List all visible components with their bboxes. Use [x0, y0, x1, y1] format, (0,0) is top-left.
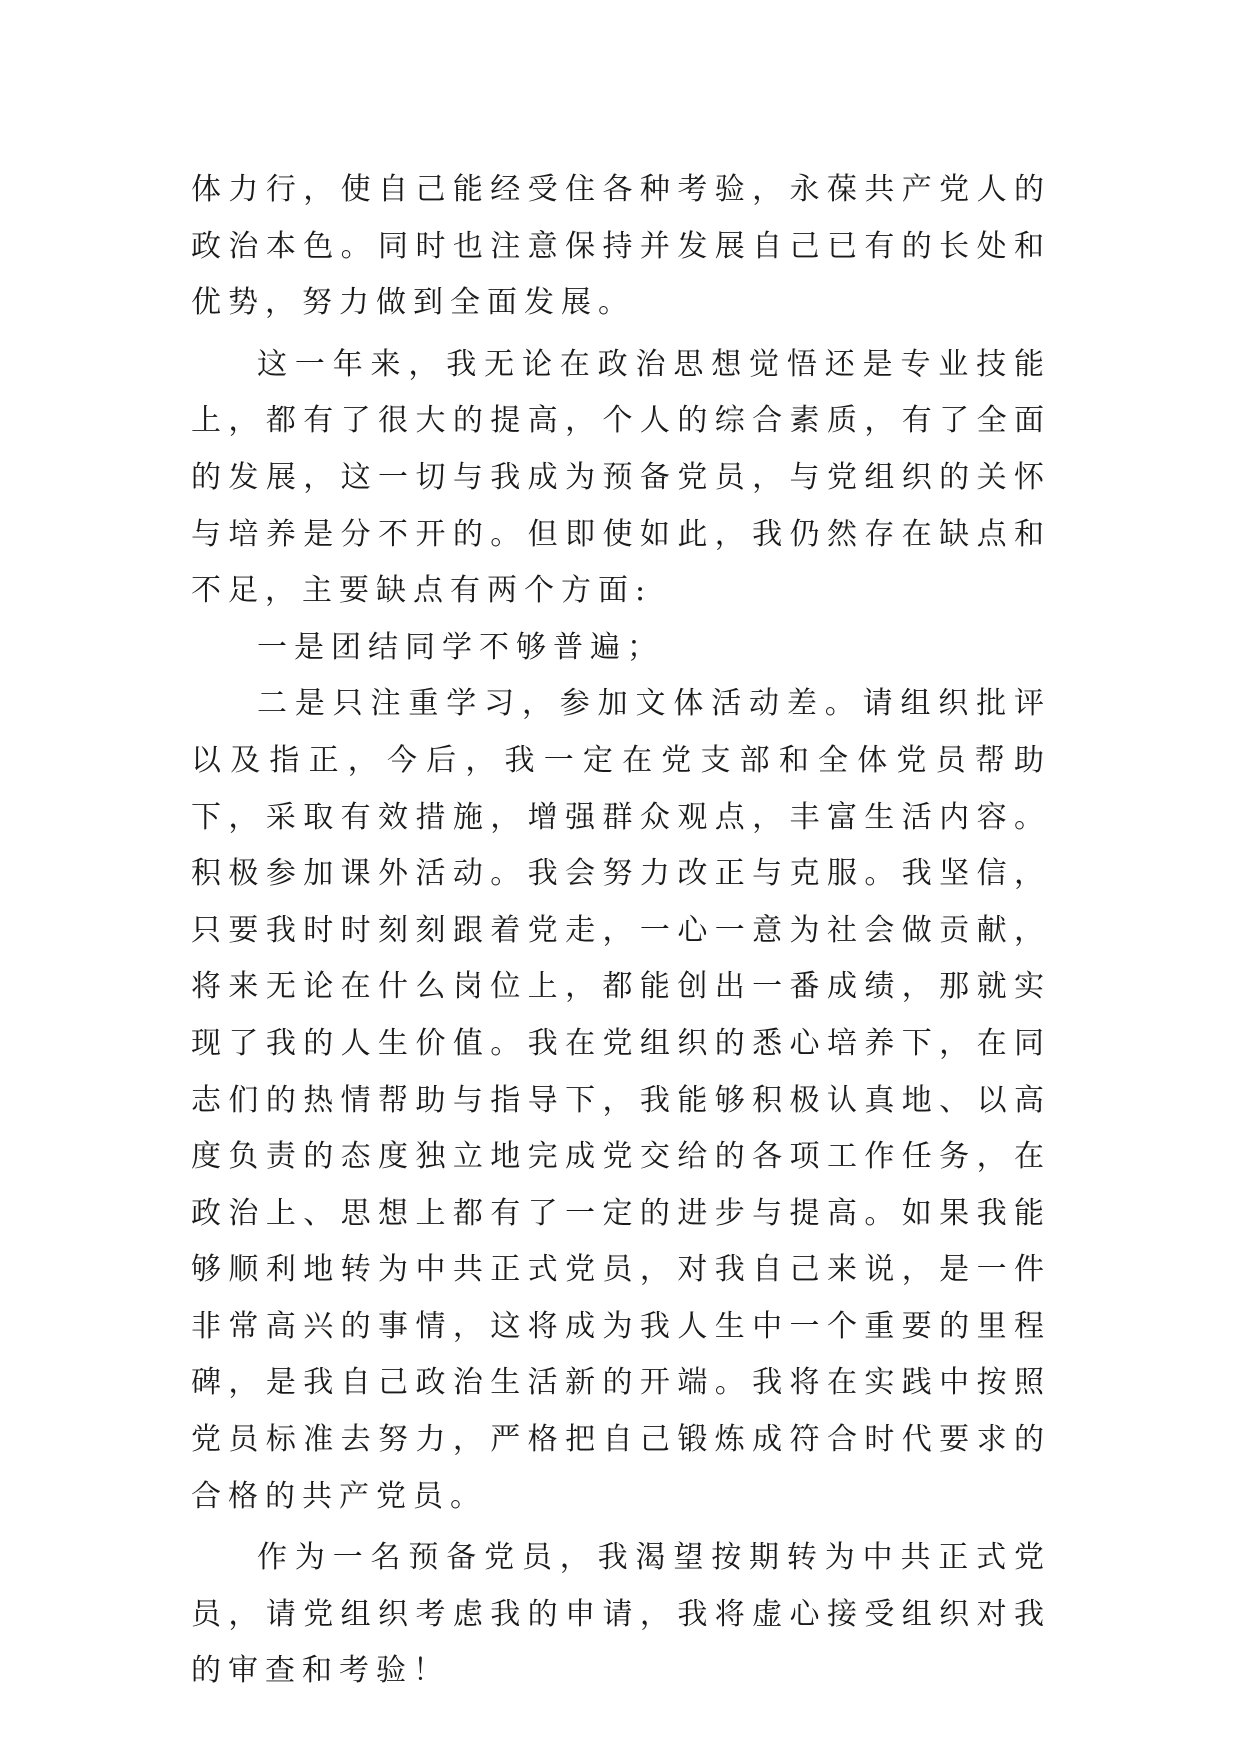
document-body: [191, 162, 1051, 1700]
paragraph-closing-request: 作为一名预备党员，我渴望按期转为中共正式党员，请党组织考虑我的申请，我将虚心接受组织对我的审查和考验！: [191, 1540, 1051, 1689]
paragraph-continuation: 体力行，使自己能经受住各种考验，永葆共产党人的政治本色。同时也注意保持并发展自己已有的长处和优势，努力做到全面发展。: [191, 172, 1051, 321]
paragraph-year-summary: 这一年来，我无论在政治思想觉悟还是专业技能上，都有了很大的提高，个人的综合素质，有了全面的发展，这一切与我成为预备党员，与党组织的关怀与培养是分不开的。但即使如此，我仍然存在缺点和不足，主要缺点有两个方面:: [191, 346, 1051, 609]
paragraph-shortcoming-one: 一是团结同学不够普遍；: [257, 629, 664, 665]
paragraph-shortcoming-two: 二是只注重学习，参加文体活动差。请组织批评以及指正，今后，我一定在党支部和全体党员帮助下，采取有效措施，增强群众观点，丰富生活内容。积极参加课外活动。我会努力改正与克服。我坚信，只要我时时刻刻跟着党走，一心一意为社会做贡献，将来无论在什么岗位上，都能创出一番成绩，那就实现了我的人生价值。我在党组织的悉心培养下，在同志们的热情帮助与指导下，我能够积极认真地、以高度负责的态度独立地完成党交给的各项工作任务，在政治上、思想上都有了一定的进步与提高。如果我能够顺利地转为中共正式党员，对我自己来说，是一件非常高兴的事情，这将成为我人生中一个重要的里程碑，是我自己政治生活新的开端。我将在实践中按照党员标准去努力，严格把自己锻炼成符合时代要求的合格的共产党员。: [191, 686, 1051, 1514]
